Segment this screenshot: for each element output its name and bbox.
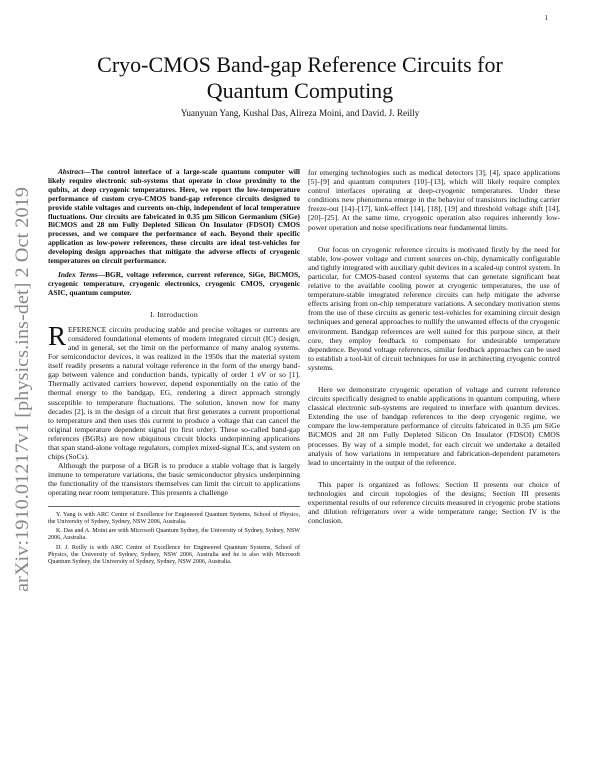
abstract-text: The control interface of a large-scale quantum computer will likely require electronic sub-systems that operate in close proximity to the qubits, at deep cryogenic temperatures. Here, we report the low-temperature performance of custom cryo-CMOS band-gap reference circuits designed to provide stable voltages and currents on-chip, independent of local temperature fluctuations. Our circuits are fabricated in 0.35 μm Silicon Germanium (SiGe) BiCMOS and 28 nm Fully Depleted Silicon On Insulator (FDSOI) CMOS processes, and we compare the performance of each. Beyond their specific application as low-power references, these circuits are ideal test-vehicles for developing design approaches that mitigate the adverse effects of cryogenic temperatures on circuit performance. (48, 167, 300, 266)
footnote-2: K. Das and A. Moini are with Microsoft Quantum Sydney, the University of Sydney, Sydney, NSW 2006, Australia. (48, 528, 300, 542)
right-paragraph-3: Here we demonstrate cryogenic operation of voltage and current reference circuits specifically designed to enable applications in quantum computing, where classical electronic sub-systems are required to interface with quantum devices. Extending the use of bandgap references to the deep cryogenic regime, we compare the low-temperature performance of circuits fabricated in 0.35 μm SiGe BiCMOS and 28 nm Fully Depleted Silicon On Insulator (FDSOI) CMOS processes. By way of a simple model, for each circuit we undertake a detailed analysis of how variations in temperature and fabrication-dependent parameters lead to uncertainty in the output of the reference. (308, 384, 560, 467)
abstract-label: Abstract— (58, 167, 91, 176)
footnote-3: D. J. Reilly is with ARC Centre of Excellence for Engineered Quantum Systems, School of Physics, the University of Sydney, Sydney, NSW 2006, Australia and he is also with Microsoft Quantum Sydney, the University of Sydney, Sydney, NSW 2006, Australia. (48, 544, 300, 566)
left-column (48, 168, 300, 569)
right-paragraph-4: This paper is organized as follows: Section II presents our choice of technologies and circuit topologies of the designs; Section III presents experimental results of our reference circuits measured in cryogenic probe stations and dilution refrigerators over a wide temperature range; Section IV is the conclusion. (308, 479, 560, 526)
abstract (48, 168, 300, 266)
intro-paragraph-2: Although the purpose of a BGR is to produce a stable voltage that is largely immune to temperature variations, the basic semiconductor physics underpinning the functionality of the transistors themselves can limit the circuit to applications operating near room temperature. This presents a challenge (48, 461, 300, 498)
footnote-1: Y. Yang is with ARC Centre of Excellence for Engineered Quantum Systems, School of Physics, the University of Sydney, Sydney, NSW 2006, Australia. (48, 511, 300, 525)
index-terms-text: BGR, voltage reference, current reference, SiGe, BiCMOS, cryogenic temperature, cryogenic electronics, cryogenic CMOS, cryogenic ASIC, quantum computer. (48, 269, 301, 297)
title-line-2: Quantum Computing (206, 78, 394, 103)
right-column (308, 168, 560, 525)
section-heading-introduction: I. Introduction (149, 309, 199, 319)
page-number: 1 (544, 14, 548, 22)
index-terms-label: Index Terms— (58, 269, 106, 279)
footnote-rule (48, 506, 300, 507)
arxiv-identifier-sidebar (4, 182, 40, 602)
paper-title (50, 52, 550, 104)
author-list: Yuanyuan Yang, Kushal Das, Alireza Moini, and David. J. Reilly (180, 108, 420, 118)
intro-paragraph-1 (48, 320, 300, 462)
index-terms (48, 271, 300, 298)
intro-paragraph-1-text: EFERENCE circuits producing stable and precise voltages or currents are considered foundational elements of modern integrated circuit (IC) design, and in general, set the limit on the performance of many analog systems. For semiconductor devices, it was realized in the 1950s that the material system itself readily presents a natural voltage reference in the form of the energy band-gap between valence and conduction bands, typically of order 1 eV or so [1]. Thermally activated carriers however, depend exponentially on the ratio of the thermal energy to the bandgap, EG, rendering a direct approach strongly susceptible to temperature fluctuations. The solution, known now for many decades [2], is in the design of a circuit that first generates a current proportional to temperature and then uses this current to produce a voltage that can cancel the original temperature dependent signal (to first order). These so-called band-gap references (BGRs) are now ubiquitous circuit blocks underpinning applications that span stand-alone voltage regulators, complex mixed-signal ICs, and system on chips (SoCs). (48, 324, 300, 462)
drop-cap: R (48, 320, 67, 351)
right-paragraph-2: Our focus on cryogenic reference circuits is motivated firstly by the need for stable, low-power voltage and current sources on-chip, dynamically configurable and tightly integrated with auxiliary qubit devices in a scaled-up control system. In particular, for CMOS-based control systems that can generate significant heat relative to the available cooling power at cryogenic temperatures, the use of temperature-stable integrated reference circuits can help mitigate the adverse effects arising from on-chip temperature variations. A secondary motivation stems from the use of these circuits as generic test-vehicles for examining circuit design techniques and general approaches to nullify the unwanted effects of the cryogenic environment. Bandgap references are well suited for this purpose since, at their core, they employ feedback to compensate for undesirable temperature dependence. Beyond voltage references, similar feedback approaches can be used to establish a tool-kit of circuit techniques for use in architecting cryogenic control systems. (308, 244, 561, 372)
right-paragraph-1: for emerging technologies such as medical detectors [3], [4], space applications [5]–[9] and quantum computers [10]–[13], which will likely require complex control interfaces operating at deep-cryogenic temperatures. Under these conditions new phenomena emerge in the behavior of transistors including carrier freeze-out [14]–[17], kink-effect [14], [18], [19] and threshold voltage shift [14], [20]–[25]. At the same time, cryogenic operation also requires inherently low-power operation and noise specifications near fundamental limits. (308, 168, 560, 232)
arxiv-identifier-text: arXiv:1910.01217v1 [physics.ins-det] 2 Oct 2019 (13, 224, 33, 592)
title-line-1: Cryo-CMOS Band-gap Reference Circuits for (97, 52, 503, 77)
